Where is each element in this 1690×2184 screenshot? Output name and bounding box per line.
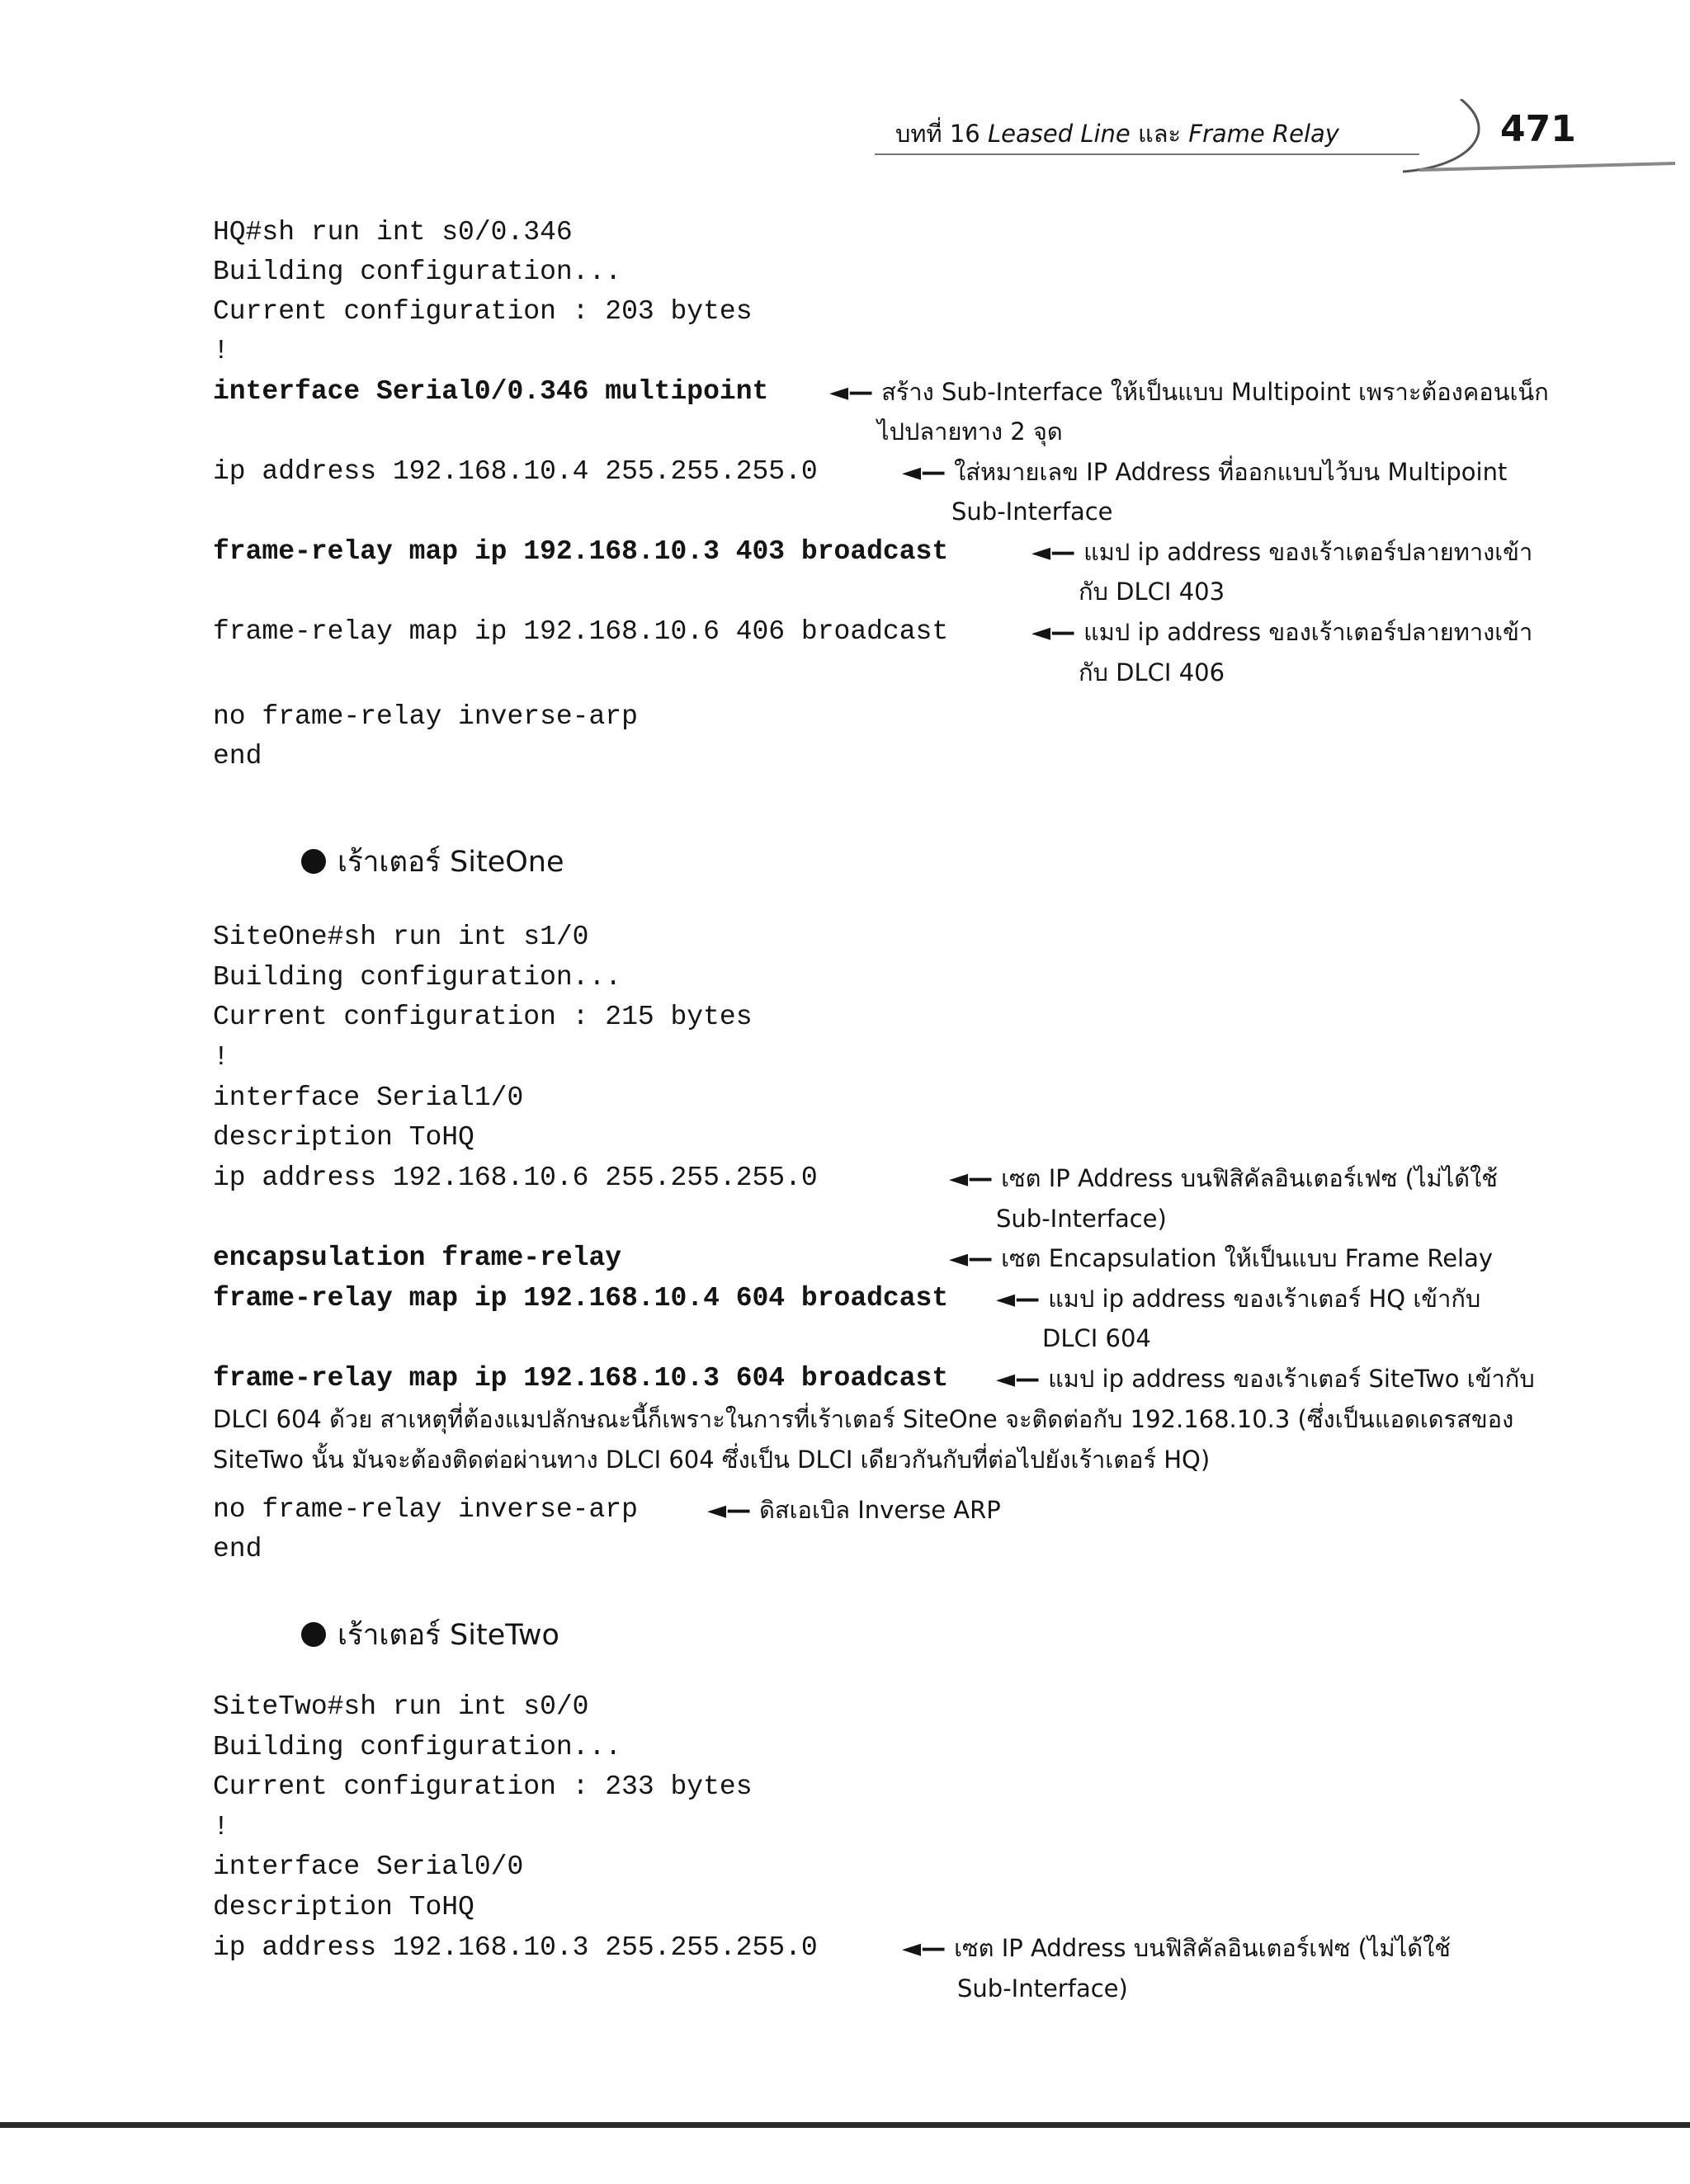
annotation: ◄— ใส่หมายเลข IP Address ที่ออกแบบไว้บน Multipoint	[902, 458, 1508, 487]
chapter-title-part2: Frame Relay	[1188, 120, 1339, 148]
section-heading-siteone: เร้าเตอร์ SiteOne	[301, 844, 564, 880]
code-line: HQ#sh run int s0/0.346	[213, 217, 573, 248]
code-line: SiteTwo#sh run int s0/0	[213, 1691, 589, 1722]
code-line: interface Serial0/0.346 multipoint	[213, 376, 769, 407]
corner-decoration	[1403, 99, 1675, 173]
arrow-left-icon: ◄—	[1031, 618, 1076, 647]
code-line: interface Serial1/0	[213, 1083, 524, 1113]
code-line: !	[213, 1812, 229, 1842]
code-line: no frame-relay inverse-arp	[213, 701, 638, 732]
code-line: interface Serial0/0	[213, 1851, 524, 1882]
annotation-continuation: กับ DLCI 406	[1079, 658, 1225, 686]
code-line: Building configuration...	[213, 257, 622, 287]
annotation-continuation: DLCI 604	[1042, 1324, 1151, 1352]
annotation-continuation: Sub-Interface)	[996, 1205, 1167, 1233]
code-line: !	[213, 336, 229, 366]
bottom-rule	[0, 2122, 1690, 2128]
chapter-title-and: และ	[1138, 120, 1182, 148]
arrow-left-icon: ◄—	[949, 1164, 994, 1193]
code-line: no frame-relay inverse-arp	[213, 1494, 638, 1525]
code-line: end	[213, 741, 262, 771]
bullet-icon	[301, 849, 326, 874]
code-line: frame-relay map ip 192.168.10.6 406 broadcast	[213, 616, 949, 647]
code-line: ip address 192.168.10.6 255.255.255.0	[213, 1163, 818, 1193]
arrow-left-icon: ◄—	[996, 1285, 1041, 1314]
code-line: frame-relay map ip 192.168.10.3 403 broadcast	[213, 536, 949, 567]
annotation: ◄— แมป ip address ของเร้าเตอร์ปลายทางเข้า	[1031, 618, 1533, 647]
header-rule	[875, 153, 1419, 155]
code-line: SiteOne#sh run int s1/0	[213, 922, 589, 952]
code-line: Current configuration : 233 bytes	[213, 1771, 753, 1802]
annotation: ◄— แมป ip address ของเร้าเตอร์ HQ เข้ากับ	[996, 1285, 1481, 1314]
code-line: Current configuration : 215 bytes	[213, 1002, 753, 1032]
code-line: Building configuration...	[213, 962, 622, 993]
annotation: ◄— สร้าง Sub-Interface ให้เป็นแบบ Multipoint เพราะต้องคอนเน็ก	[829, 378, 1549, 407]
code-line: description ToHQ	[213, 1122, 474, 1153]
page-number: 471	[1500, 108, 1576, 150]
code-line: frame-relay map ip 192.168.10.3 604 broadcast	[213, 1363, 949, 1394]
code-line: encapsulation frame-relay	[213, 1243, 622, 1273]
annotation-continuation: Sub-Interface)	[957, 1974, 1128, 2002]
arrow-left-icon: ◄—	[996, 1365, 1041, 1394]
code-line: Building configuration...	[213, 1732, 622, 1762]
annotation: ◄— ดิสเอเบิล Inverse ARP	[707, 1496, 1001, 1525]
annotation: ◄— แมป ip address ของเร้าเตอร์ปลายทางเข้า	[1031, 538, 1533, 567]
arrow-left-icon: ◄—	[1031, 538, 1076, 567]
explanation-paragraph: DLCI 604 ด้วย สาเหตุที่ต้องแมปลักษณะนี้ก็เพราะในการที่เร้าเตอร์ SiteOne จะติดต่อกับ 192.168.10.3 (ซึ่งเป็นแอดเดรสของ SiteTwo นั้น มันจะต้องติดต่อผ่านทาง DLCI 604 ซึ่งเป็น DLCI เดียวกันกับที่ต่อไปยังเร้าเตอร์ HQ)	[213, 1405, 1514, 1474]
annotation: ◄— เซต IP Address บนฟิสิคัลอินเตอร์เฟซ (ไม่ได้ใช้	[902, 1934, 1451, 1963]
running-header	[895, 117, 1339, 150]
section-heading-sitetwo: เร้าเตอร์ SiteTwo	[301, 1617, 559, 1653]
annotation: ◄— แมป ip address ของเร้าเตอร์ SiteTwo เข้ากับ	[996, 1365, 1535, 1394]
annotation: ◄— เซต Encapsulation ให้เป็นแบบ Frame Relay	[949, 1244, 1494, 1273]
annotation-continuation: กับ DLCI 403	[1079, 578, 1225, 606]
arrow-left-icon: ◄—	[829, 378, 874, 407]
code-line: description ToHQ	[213, 1892, 474, 1922]
arrow-left-icon: ◄—	[707, 1496, 752, 1525]
code-line: ip address 192.168.10.4 255.255.255.0	[213, 456, 818, 487]
annotation-continuation: Sub-Interface	[951, 498, 1113, 526]
annotation: ◄— เซต IP Address บนฟิสิคัลอินเตอร์เฟซ (ไม่ได้ใช้	[949, 1164, 1498, 1193]
arrow-left-icon: ◄—	[902, 1934, 946, 1963]
annotation-continuation: ไปปลายทาง 2 จุด	[877, 417, 1063, 446]
code-line: !	[213, 1042, 229, 1073]
code-line: Current configuration : 203 bytes	[213, 296, 753, 327]
code-line: frame-relay map ip 192.168.10.4 604 broadcast	[213, 1283, 949, 1314]
chapter-label: บทที่ 16	[895, 120, 980, 148]
chapter-title-part1: Leased Line	[987, 120, 1131, 148]
arrow-left-icon: ◄—	[949, 1244, 994, 1273]
code-line: end	[213, 1534, 262, 1564]
code-line: ip address 192.168.10.3 255.255.255.0	[213, 1932, 818, 1963]
bullet-icon	[301, 1622, 326, 1647]
arrow-left-icon: ◄—	[902, 458, 946, 487]
